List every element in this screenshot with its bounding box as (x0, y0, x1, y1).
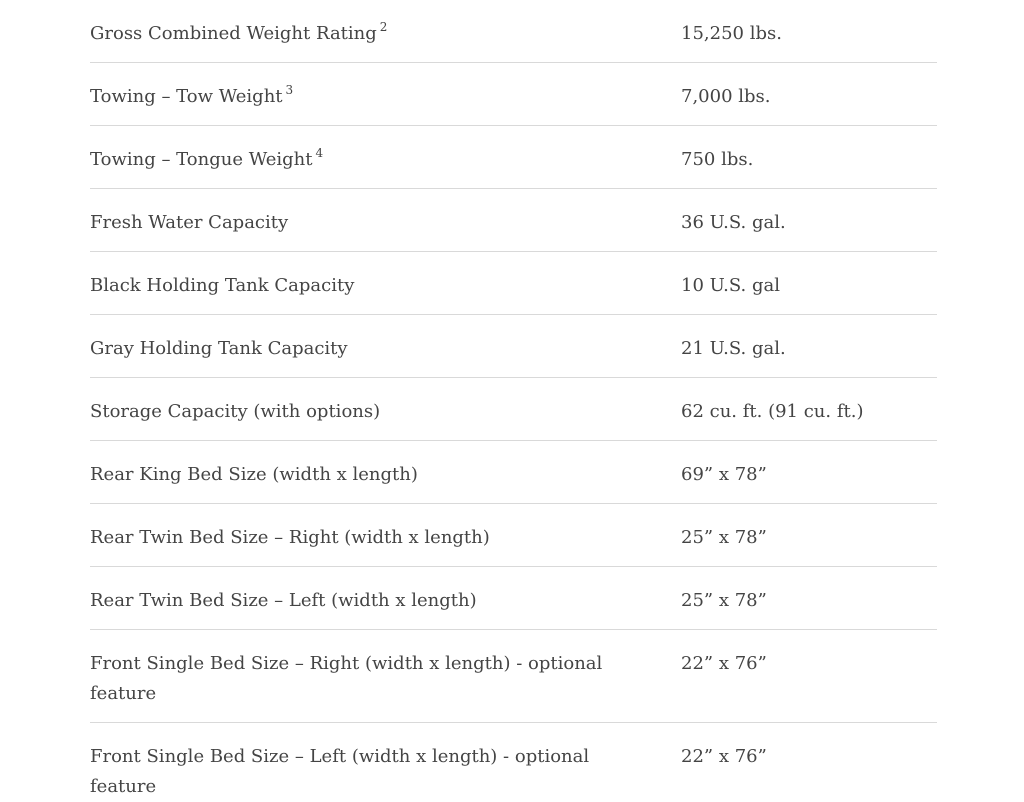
spec-value: 25” x 78” (681, 527, 767, 548)
spec-row (90, 63, 937, 126)
spec-value: 750 lbs. (681, 149, 754, 170)
spec-label: Front Single Bed Size – Right (width x length) - optional feature (90, 653, 603, 704)
spec-value: 7,000 lbs. (681, 86, 771, 107)
spec-label: Rear King Bed Size (width x length) (90, 464, 418, 485)
specs-table (90, 0, 937, 797)
spec-row (90, 0, 937, 63)
spec-label: Fresh Water Capacity (90, 212, 289, 233)
footnote-marker[interactable]: 3 (285, 83, 294, 97)
spec-row (90, 630, 937, 723)
spec-value: 21 U.S. gal. (681, 338, 786, 359)
spec-value: 62 cu. ft. (91 cu. ft.) (681, 401, 864, 422)
spec-label: Towing – Tow Weight $^3$ (90, 83, 294, 107)
spec-label: Towing – Tongue Weight $^4$ (90, 146, 324, 170)
spec-row (90, 723, 937, 797)
spec-row (90, 378, 937, 441)
spec-label: Gross Combined Weight Rating $^2$ (90, 20, 388, 44)
spec-value: 10 U.S. gal (681, 275, 781, 296)
spec-label: Rear Twin Bed Size – Left (width x length) (90, 590, 477, 611)
footnote-marker[interactable]: 2 (379, 20, 388, 34)
spec-row (90, 567, 937, 630)
spec-row (90, 441, 937, 504)
spec-row (90, 504, 937, 567)
footnote-marker[interactable]: 4 (315, 146, 324, 160)
spec-value: 15,250 lbs. (681, 23, 782, 44)
spec-row (90, 189, 937, 252)
spec-label: Storage Capacity (with options) (90, 401, 381, 422)
spec-row (90, 126, 937, 189)
spec-label: Front Single Bed Size – Left (width x length) - optional feature (90, 746, 590, 797)
spec-label: Black Holding Tank Capacity (90, 275, 355, 296)
spec-label: Gray Holding Tank Capacity (90, 338, 348, 359)
spec-value: 25” x 78” (681, 590, 767, 611)
spec-row (90, 252, 937, 315)
spec-value: 22” x 76” (681, 653, 767, 674)
spec-value: 22” x 76” (681, 746, 767, 767)
spec-value: 69” x 78” (681, 464, 767, 485)
spec-label: Rear Twin Bed Size – Right (width x length) (90, 527, 490, 548)
spec-row (90, 315, 937, 378)
spec-value: 36 U.S. gal. (681, 212, 786, 233)
